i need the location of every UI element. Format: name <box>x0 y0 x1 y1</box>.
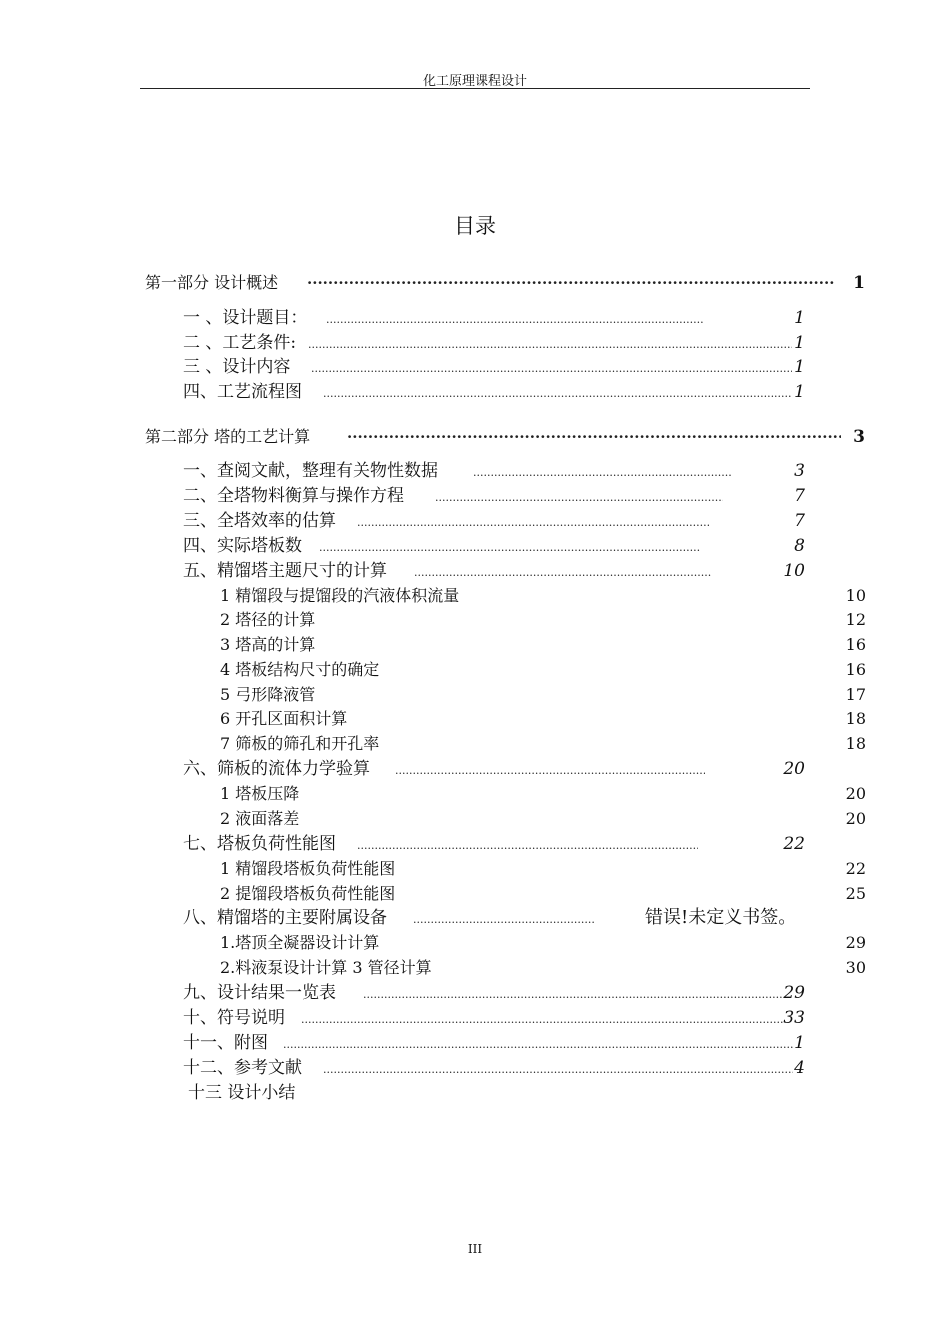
toc-entry[interactable] <box>183 509 805 533</box>
toc-entry-label: 十一、附图 <box>183 1033 268 1053</box>
toc-entry-label: 六、筛板的流体力学验算 <box>183 759 370 779</box>
toc-subentry-label: 6 开孔区面积计算 <box>220 709 348 728</box>
toc-entry-page: 20 <box>783 759 805 779</box>
dot-leader <box>363 981 785 1007</box>
toc-entry-page: 1 <box>794 308 805 328</box>
toc-subentry-label: 1 塔板压降 <box>220 784 300 803</box>
toc-entry-page: 29 <box>783 983 805 1003</box>
dot-leader <box>413 906 595 932</box>
dot-leader <box>347 425 841 449</box>
toc-entry-label: 十、符号说明 <box>183 1008 285 1028</box>
toc-entry-label: 二 、工艺条件: <box>183 333 297 353</box>
toc-subentry-page: 29 <box>845 933 866 952</box>
toc-subentry-label: 4 塔板结构尺寸的确定 <box>220 660 380 679</box>
toc-subentry-page: 16 <box>845 660 866 679</box>
toc-entry[interactable] <box>183 906 823 930</box>
toc-entry[interactable] <box>183 1031 805 1055</box>
toc-entry[interactable] <box>183 757 805 781</box>
toc-part-2-page: 3 <box>853 427 865 447</box>
toc-subentry[interactable] <box>220 584 866 608</box>
toc-entry-label: 十二、参考文献 <box>183 1058 302 1078</box>
dot-leader <box>301 1006 785 1032</box>
dot-leader <box>357 832 698 858</box>
toc-entry[interactable] <box>188 1081 488 1105</box>
toc-entry-label: 十三 设计小结 <box>188 1083 296 1103</box>
toc-subentry-page: 20 <box>845 784 866 803</box>
toc-subentry-page: 30 <box>845 958 866 977</box>
toc-part-1-label: 第一部分 设计概述 <box>145 273 279 292</box>
toc-subentry-page: 12 <box>845 610 866 629</box>
toc-entry[interactable] <box>183 559 805 583</box>
toc-title: 目录 <box>454 214 496 238</box>
toc-entry-page: 10 <box>783 561 805 581</box>
toc-entry[interactable] <box>183 484 805 508</box>
toc-subentry-label: 7 筛板的筛孔和开孔率 <box>220 734 380 753</box>
dot-leader <box>357 509 709 535</box>
toc-entry[interactable] <box>183 355 805 379</box>
dot-leader <box>326 306 703 332</box>
toc-entry-error-text: 错误!未定义书签。 <box>645 907 797 928</box>
toc-part-1[interactable] <box>145 271 865 295</box>
toc-subentry[interactable] <box>220 956 866 980</box>
toc-subentry-page: 22 <box>845 859 866 878</box>
toc-subentry[interactable] <box>220 633 866 657</box>
toc-entry-label: 四、工艺流程图 <box>183 382 302 402</box>
dot-leader <box>473 459 731 485</box>
toc-entry-page: 1 <box>794 333 805 353</box>
toc-entry-page: 3 <box>794 461 805 481</box>
toc-subentry-label: 3 塔高的计算 <box>220 635 316 654</box>
toc-entry-page: 33 <box>783 1008 805 1028</box>
dot-leader <box>435 484 723 510</box>
toc-entry-label: 一 、设计题目： <box>183 308 308 328</box>
toc-part-2[interactable] <box>145 425 865 449</box>
dot-leader <box>307 271 835 295</box>
header-rule <box>140 88 810 89</box>
toc-subentry-page: 20 <box>845 809 866 828</box>
toc-subentry-label: 1 精馏段与提馏段的汽液体积流量 <box>220 586 460 605</box>
toc-subentry[interactable] <box>220 707 866 731</box>
toc-entry-page: 8 <box>794 536 805 556</box>
toc-part-1-page: 1 <box>853 273 865 293</box>
toc-subentry[interactable] <box>220 658 866 682</box>
toc-entry-label: 五、精馏塔主题尺寸的计算 <box>183 561 387 581</box>
toc-entry-label: 三、全塔效率的估算 <box>183 511 336 531</box>
dot-leader <box>283 1031 793 1057</box>
toc-subentry[interactable] <box>220 608 866 632</box>
toc-subentry[interactable] <box>220 732 866 756</box>
toc-entry-page: 1 <box>794 357 805 377</box>
toc-subentry-page: 16 <box>845 635 866 654</box>
dot-leader <box>414 559 711 585</box>
toc-entry-label: 七、塔板负荷性能图 <box>183 834 336 854</box>
dot-leader <box>308 331 792 357</box>
toc-subentry[interactable] <box>220 931 866 955</box>
dot-leader <box>323 1056 793 1082</box>
toc-subentry-label: 1 精馏段塔板负荷性能图 <box>220 859 396 878</box>
toc-entry-page: 4 <box>794 1058 805 1078</box>
toc-entry-label: 三 、设计内容 <box>183 357 291 377</box>
toc-subentry-label: 2.料液泵设计计算 3 管径计算 <box>220 958 432 977</box>
toc-subentry[interactable] <box>220 683 866 707</box>
toc-entry-page: 7 <box>794 511 805 531</box>
toc-subentry-page: 18 <box>845 709 866 728</box>
toc-entry[interactable] <box>183 981 805 1005</box>
toc-entry[interactable] <box>183 331 805 355</box>
toc-subentry-label: 1.塔顶全凝器设计计算 <box>220 933 380 952</box>
dot-leader <box>319 534 700 560</box>
toc-entry-page: 1 <box>794 382 805 402</box>
toc-entry-page: 7 <box>794 486 805 506</box>
toc-subentry-page: 25 <box>845 884 866 903</box>
toc-entry[interactable] <box>183 1006 805 1030</box>
toc-subentry[interactable] <box>220 882 866 906</box>
toc-subentry[interactable] <box>220 807 866 831</box>
toc-subentry-page: 18 <box>845 734 866 753</box>
toc-entry[interactable] <box>183 832 805 856</box>
page-number: III <box>467 1242 483 1256</box>
toc-subentry-label: 2 提馏段塔板负荷性能图 <box>220 884 396 903</box>
toc-entry[interactable] <box>183 1056 805 1080</box>
toc-entry-label: 二、全塔物料衡算与操作方程 <box>183 486 404 506</box>
toc-entry[interactable] <box>183 459 805 483</box>
toc-entry[interactable] <box>183 306 805 330</box>
toc-entry-label: 九、设计结果一览表 <box>183 983 336 1003</box>
toc-subentry-label: 5 弓形降液管 <box>220 685 316 704</box>
toc-subentry-label: 2 塔径的计算 <box>220 610 316 629</box>
dot-leader <box>395 757 705 783</box>
toc-subentry-page: 17 <box>845 685 866 704</box>
toc-entry-page: 22 <box>783 834 805 854</box>
toc-subentry[interactable] <box>220 782 866 806</box>
dot-leader <box>311 355 792 381</box>
running-header: 化工原理课程设计 <box>422 74 527 89</box>
toc-subentry-label: 2 液面落差 <box>220 809 300 828</box>
toc-entry[interactable] <box>183 534 805 558</box>
toc-part-2-label: 第二部分 塔的工艺计算 <box>145 427 311 446</box>
dot-leader <box>323 380 792 406</box>
toc-entry-label: 一、查阅文献，整理有关物性数据 <box>183 461 438 481</box>
toc-entry-page: 1 <box>794 1033 805 1053</box>
toc-subentry-page: 10 <box>845 586 866 605</box>
toc-entry-label: 四、实际塔板数 <box>183 536 302 556</box>
toc-entry[interactable] <box>183 380 805 404</box>
toc-subentry[interactable] <box>220 857 866 881</box>
toc-entry-label: 八、精馏塔的主要附属设备 <box>183 908 387 928</box>
